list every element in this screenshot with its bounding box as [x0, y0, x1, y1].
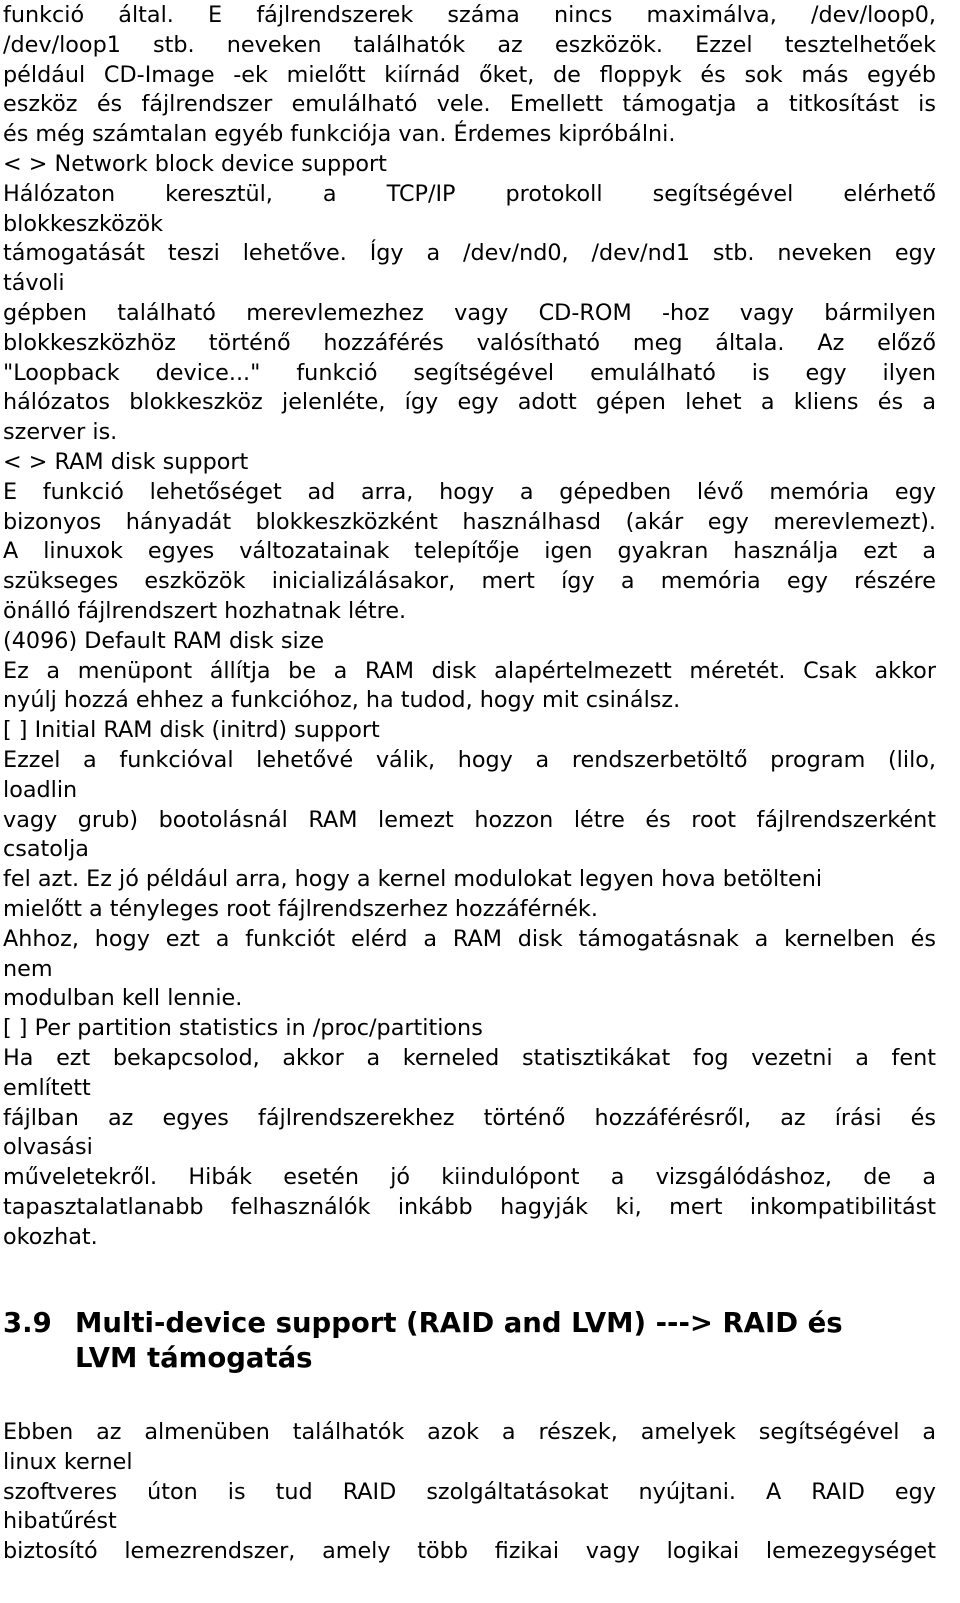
text-line: okozhat. [3, 1223, 98, 1250]
text-line: Ahhoz, hogy ezt a funkciót elérd a RAM disk támogatásnak a kernelben és [3, 925, 936, 952]
text-line: műveletekről. Hibák esetén jó kiindulópont a vizsgálódáshoz, de a [3, 1164, 936, 1191]
text-line: Ez a menüpont állítja be a RAM disk alapértelmezett méretét. Csak akkor [3, 657, 936, 684]
text-line: hálózatos blokkeszköz jelenléte, így egy adott gépen lehet a kliens és a [3, 389, 936, 416]
text-line: támogatását teszi lehetőve. Így a /dev/nd0, /dev/nd1 stb. neveken egy [3, 240, 936, 267]
text-line: gépben található merevlemezhez vagy CD-ROM -hoz vagy bármilyen [3, 300, 936, 326]
text-line: funkció által. E fájlrendszerek száma nincs maximálva, /dev/loop0, [3, 2, 936, 28]
text-line: < > RAM disk support [3, 449, 249, 475]
text-line: [ ] Per partition statistics in /proc/partitions [3, 1015, 483, 1042]
text-line: biztosító lemezrendszer, amely több fizikai vagy logikai lemezegységet [3, 1538, 936, 1565]
text-line: blokkeszközök [3, 210, 164, 237]
text-line: bizonyos hányadát blokkeszközként használhasd (akár egy merevlemezt). [3, 508, 936, 535]
text-line: blokkeszközhöz történő hozzáférés valósítható meg általa. Az előző [3, 329, 936, 356]
text-line: "Loopback device..." funkció segítségével emulálható is egy ilyen [3, 359, 936, 386]
text-line: Hálózaton keresztül, a TCP/IP protokoll segítségével elérhető [3, 180, 936, 207]
text-line: modulban kell lennie. [3, 985, 243, 1012]
text-line: linux kernel [3, 1448, 133, 1475]
text-line: /dev/loop1 stb. neveken találhatók az eszközök. Ezzel tesztelhetőek [3, 31, 936, 58]
text-line: Ezzel a funkcióval lehetővé válik, hogy a rendszerbetöltő program (lilo, [3, 747, 936, 773]
text-line: csatolja [3, 836, 89, 863]
section-number: 3.9 [3, 1307, 52, 1339]
text-line: nem [3, 955, 53, 982]
text-line: szerver is. [3, 419, 118, 446]
text-line: szoftveres úton is tud RAID szolgáltatásokat nyújtani. A RAID egy [3, 1478, 936, 1505]
text-line: szükseges eszközök inicializálásakor, mert így a memória egy részére [3, 568, 936, 595]
text-line: [ ] Initial RAM disk (initrd) support [3, 717, 380, 744]
text-line: például CD-Image -ek mielőtt kiírnád őket, de floppyk és sok más egyéb [3, 61, 936, 88]
text-line: eszköz és fájlrendszer emulálható vele. Emellett támogatja a titkosítást is [3, 91, 936, 118]
text-line: fájlban az egyes fájlrendszerekhez történő hozzáférésről, az írási és [3, 1104, 936, 1131]
text-line: loadlin [3, 776, 78, 803]
text-line: Ebben az almenüben találhatók azok a részek, amelyek segítségével a [3, 1419, 936, 1445]
text-line: nyúlj hozzá ehhez a funkcióhoz, ha tudod, hogy mit csinálsz. [3, 687, 681, 714]
text-line: (4096) Default RAM disk size [3, 627, 325, 654]
text-line: és még számtalan egyéb funkciója van. Érdemes kipróbálni. [3, 121, 676, 148]
text-line: említett [3, 1074, 91, 1101]
text-line: < > Network block device support [3, 151, 387, 177]
section-heading-line-2: LVM támogatás [75, 1342, 313, 1374]
text-line: mielőtt a tényleges root fájlrendszerhez hozzáférnék. [3, 896, 598, 922]
text-line: távoli [3, 270, 65, 297]
text-line: E funkció lehetőséget ad arra, hogy a gépedben lévő memória egy [3, 478, 936, 505]
section-heading-line-1: Multi-device support (RAID and LVM) ---> RAID és [75, 1307, 843, 1339]
text-line: olvasási [3, 1134, 93, 1161]
text-line: önálló fájlrendszert hozhatnak létre. [3, 598, 407, 624]
text-line: tapasztalatlanabb felhasználók inkább hagyják ki, mert inkompatibilitást [3, 1194, 936, 1220]
text-line: vagy grub) bootolásnál RAM lemezt hozzon létre és root fájlrendszerként [3, 806, 936, 833]
text-line: Ha ezt bekapcsolod, akkor a kerneled statisztikákat fog vezetni a fent [3, 1045, 936, 1071]
text-line: hibatűrést [3, 1508, 117, 1535]
text-line: fel azt. Ez jó például arra, hogy a kernel modulokat legyen hova betölteni [3, 866, 823, 893]
text-line: A linuxok egyes változatainak telepítője igen gyakran használja ezt a [3, 538, 936, 565]
